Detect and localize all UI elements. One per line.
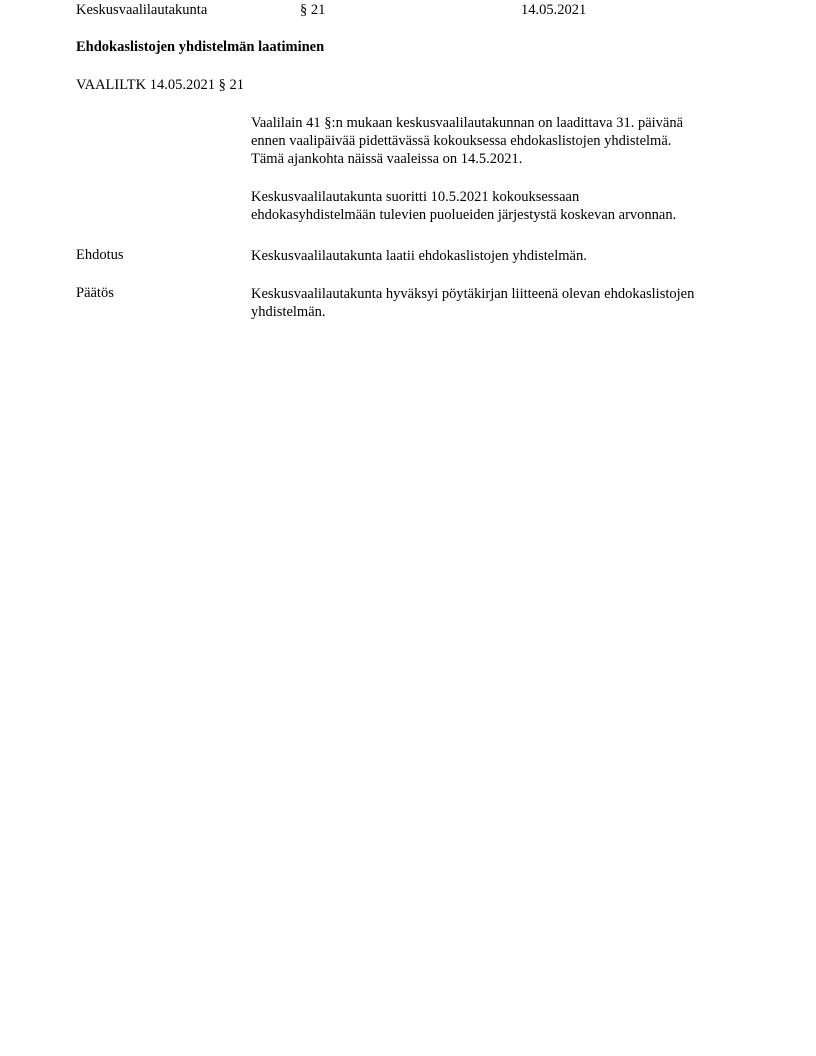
proposal-text: Keskusvaalilautakunta laatii ehdokaslistojen yhdistelmän. <box>251 248 587 264</box>
text-line: Tämä ajankohta näissä vaaleissa on 14.5.2021. <box>251 151 523 167</box>
header-section: § 21 <box>300 2 326 18</box>
header-date: 14.05.2021 <box>521 2 587 18</box>
text-line: ehdokasyhdistelmään tulevien puolueiden järjestystä koskevan arvonnan. <box>251 207 677 223</box>
text-line: Keskusvaalilautakunta suoritti 10.5.2021 kokouksessaan <box>251 189 580 205</box>
meeting-reference: VAALILTK 14.05.2021 § 21 <box>76 77 244 93</box>
decision-label: Päätös <box>76 285 114 301</box>
text-line: Keskusvaalilautakunta hyväksyi pöytäkirjan liitteenä olevan ehdokaslistojen <box>251 286 695 302</box>
background-paragraph-1 <box>251 114 761 168</box>
proposal-label: Ehdotus <box>76 247 124 263</box>
decision-text <box>251 285 761 321</box>
text-line: ennen vaalipäivää pidettävässä kokouksessa ehdokaslistojen yhdistelmä. <box>251 133 672 149</box>
background-paragraph-2 <box>251 188 761 224</box>
header-organization: Keskusvaalilautakunta <box>76 2 208 18</box>
text-line: Vaalilain 41 §:n mukaan keskusvaalilautakunnan on laadittava 31. päivänä <box>251 115 684 131</box>
text-line: yhdistelmän. <box>251 304 326 320</box>
document-title: Ehdokaslistojen yhdistelmän laatiminen <box>76 39 325 55</box>
